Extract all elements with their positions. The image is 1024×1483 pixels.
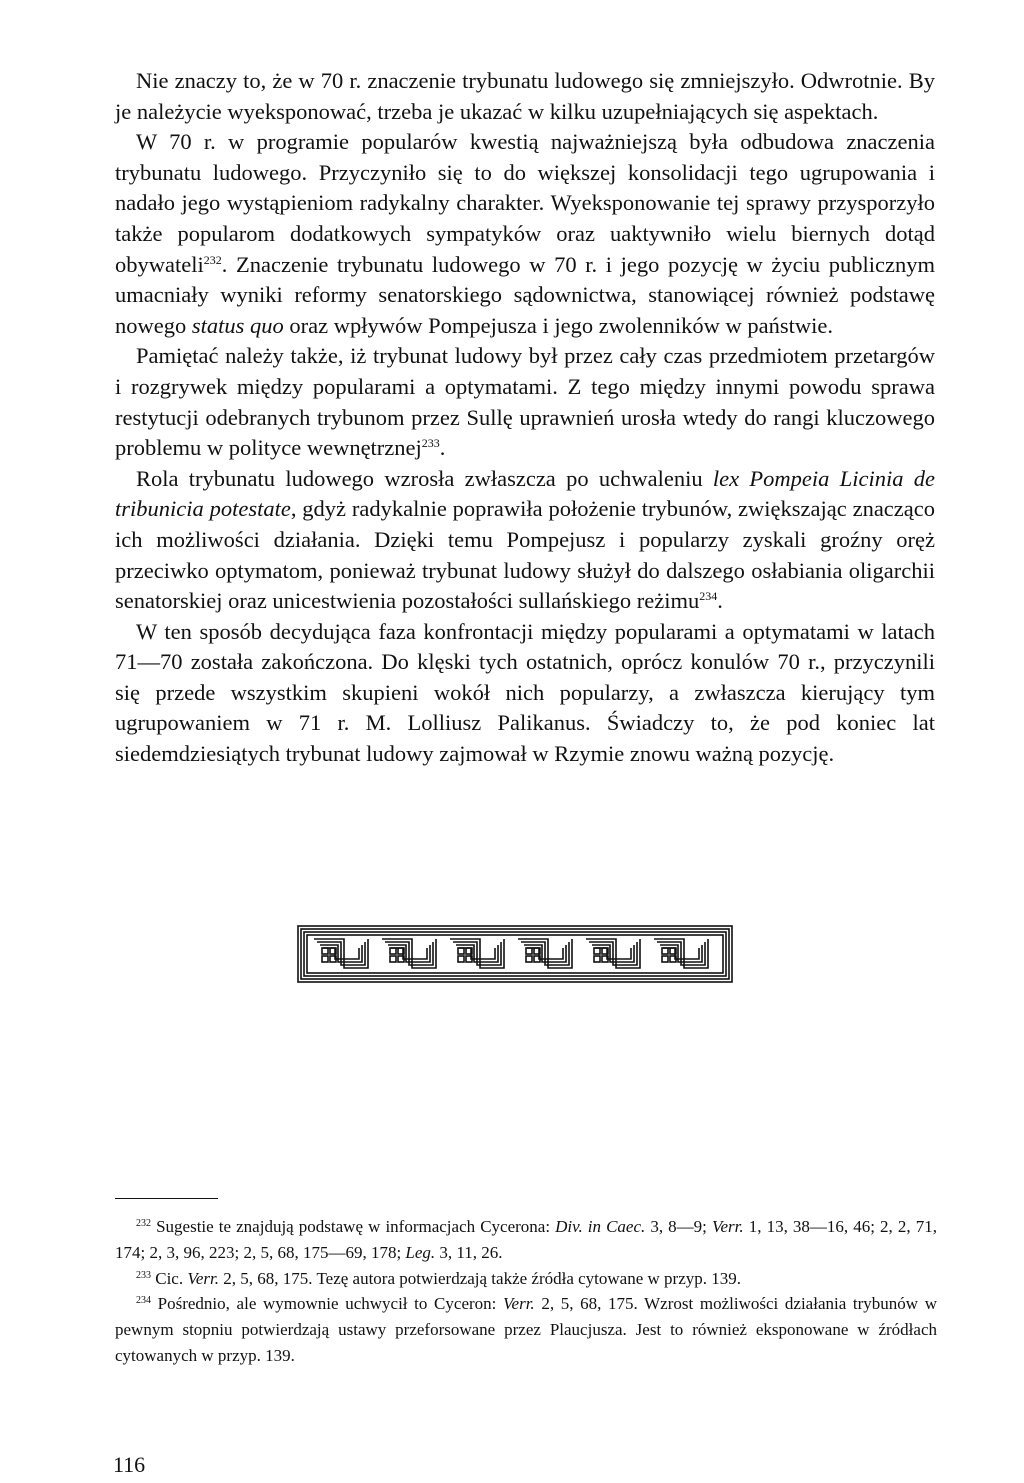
- text-run: 3, 8—9;: [645, 1217, 712, 1236]
- italic-text: Leg.: [405, 1242, 436, 1262]
- text-run: Pośrednio, ale wymownie uchwycił to Cyceron:: [151, 1294, 504, 1314]
- italic-text: Div. in Caec.: [555, 1217, 646, 1236]
- footnote: [115, 1214, 937, 1266]
- paragraph: [115, 464, 935, 617]
- footnote-ref: 232: [203, 252, 222, 267]
- text-run: 3, 11, 26.: [435, 1242, 503, 1262]
- text-run: , gdyż radykalnie poprawiła położenie trybunów, zwiększając znacząco ich możliwości działania. Dzięki temu Pompejusz i popularzy zyskali groźny oręż przeciwko optymatom, ponieważ trybunat ludowy służył do dalszego osłabiania oligarchii senatorskiej oraz unicestwienia pozostałości sullańskiego reżimu: [115, 496, 935, 614]
- italic-text: status quo: [191, 312, 284, 338]
- footnote: [115, 1291, 937, 1368]
- paragraph: [115, 127, 935, 341]
- text-run: Cic.: [151, 1268, 188, 1288]
- footnote-ref: 232: [136, 1218, 151, 1229]
- footnote: [115, 1266, 937, 1292]
- footnote-ref: 233: [136, 1269, 151, 1281]
- text-run: Pamiętać należy także, iż trybunat ludowy był przez cały czas przedmiotem przetargów i rozgrywek między popularami a optymatami. Z tego między innymi powodu sprawa restytucji odebranych trybunom przez Sullę uprawnień urosła wtedy do rangi kluczowego problemu w polityce wewnętrznej: [115, 343, 935, 461]
- page-number: 116: [113, 1452, 146, 1477]
- text-run: oraz wpływów Pompejusza i jego zwolenników w państwie.: [283, 312, 834, 338]
- text-run: 2, 5, 68, 175. Tezę autora potwierdzają także źródła cytowane w przyp. 139.: [219, 1268, 742, 1288]
- paragraph: [115, 341, 935, 463]
- paragraph: [115, 617, 935, 770]
- text-run: W 70 r. w programie popularów kwestią najważniejszą była odbudowa znaczenia trybunatu ludowego. Przyczyniło się to do większej konsolidacji tego ugrupowania i nadało jego wystąpieniom radykalny charakter. Wyeksponowanie tej sprawy przysporzyło także popularom dodatkowych sympatyków oraz uaktywniło wielu biernych dotąd obywateli: [115, 129, 935, 277]
- text-run: .: [717, 588, 723, 614]
- footnote-ref: 234: [699, 589, 718, 604]
- text-run: Nie znaczy to, że w 70 r. znaczenie trybunatu ludowego się zmniejszyło. Odwrotnie. By je należycie wyeksponować, trzeba je ukazać w kilku uzupełniających się aspektach.: [115, 68, 935, 124]
- text-run: W ten sposób decydująca faza konfrontacji między popularami a optymatami w latach 71—70 została zakończona. Do klęski tych ostatnich, oprócz konulów 70 r., przyczynili się przede wszystkim skupieni wokół nich popularzy, a zwłaszcza kierujący tym ugrupowaniem w 71 r. M. Lolliusz Palikanus. Świadczy to, że pod koniec lat siedemdziesiątych trybunat ludowy zajmował w Rzymie znowu ważną pozycję.: [115, 618, 935, 767]
- italic-text: Verr.: [187, 1268, 220, 1288]
- footnotes: [115, 1214, 937, 1369]
- footnote-separator: [115, 1198, 218, 1199]
- footnote-ref: 234: [136, 1295, 151, 1307]
- text-run: . Znaczenie trybunatu ludowego w 70 r. i jego pozycję w życiu publicznym umacniały wyniki reformy senatorskiego sądownictwa, stanowiącej również podstawę nowego: [115, 251, 935, 338]
- footnote-ref: 233: [421, 436, 440, 451]
- text-run: 2, 5, 68, 175. Wzrost możliwości działania trybunów w pewnym stopniu potwierdzają ustawy przeforsowane przez Plaucjusza. Jest to również eksponowane w źródłach cytowanych w przyp. 139.: [115, 1294, 937, 1365]
- italic-text: Verr.: [712, 1217, 744, 1236]
- text-run: Rola trybunatu ludowego wzrosła zwłaszcza po uchwaleniu: [136, 465, 713, 491]
- paragraph: [115, 66, 935, 127]
- greek-key-meander-border-icon: [296, 924, 734, 984]
- italic-text: Verr.: [503, 1294, 535, 1314]
- text-run: Sugestie te znajdują podstawę w informacjach Cycerona:: [151, 1217, 556, 1236]
- main-text: [115, 66, 935, 770]
- text-run: .: [439, 435, 446, 461]
- text-run: 1, 13, 38—16, 46; 2, 2, 71, 174; 2, 3, 96, 223; 2, 5, 68, 175—69, 178;: [115, 1217, 937, 1262]
- italic-text: lex Pompeia Licinia de tribunicia potestate: [115, 465, 935, 522]
